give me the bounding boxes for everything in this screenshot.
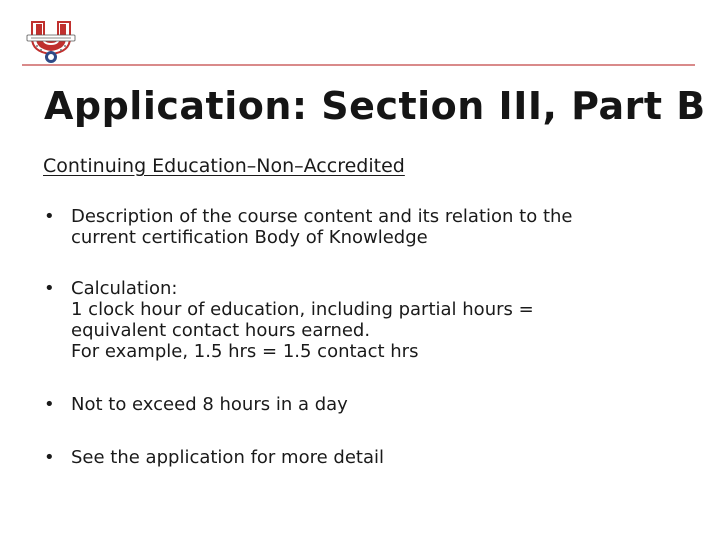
- header-divider: [22, 64, 695, 66]
- bullet-item: [44, 447, 684, 468]
- bullet-text-line: See the application for more detail: [71, 447, 384, 468]
- bullet-text-line: For example, 1.5 hrs = 1.5 contact hrs: [71, 341, 419, 362]
- slide-subtitle: Continuing Education–Non–Accredited: [43, 155, 405, 177]
- bullet-text-line: current certification Body of Knowledge: [71, 227, 428, 248]
- bullet-dot: •: [44, 278, 55, 299]
- bullet-dot: •: [44, 447, 55, 468]
- slide-title: Application: Section III, Part B: [44, 84, 706, 128]
- bullet-item: [44, 394, 684, 415]
- bullet-dot: •: [44, 206, 55, 227]
- organization-logo: [24, 18, 78, 64]
- bullet-text-line: Description of the course content and its relation to the: [71, 206, 573, 227]
- bullet-item: [44, 206, 684, 248]
- bullet-text-line: equivalent contact hours earned.: [71, 320, 371, 341]
- bullet-item: [44, 278, 684, 362]
- bullet-text-line: Not to exceed 8 hours in a day: [71, 394, 348, 415]
- bullet-text-line: 1 clock hour of education, including partial hours =: [71, 299, 534, 320]
- bullet-dot: •: [44, 394, 55, 415]
- bullet-text-line: Calculation:: [71, 278, 178, 299]
- bullet-list: [44, 206, 684, 468]
